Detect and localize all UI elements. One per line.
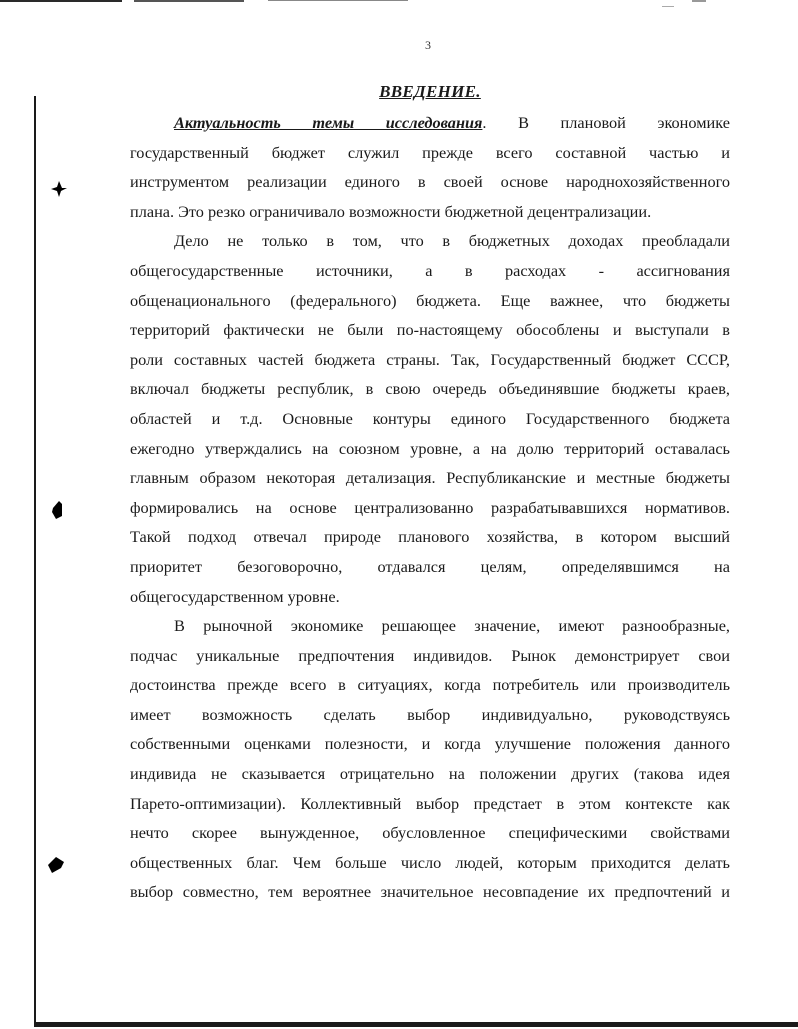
scan-artifact-top (662, 6, 674, 7)
paragraph-line: общественных благ. Чем больше число людей, которым приходится делать (130, 852, 730, 872)
paragraph-line: Парето-оптимизации). Коллективный выбор предстает в этом контексте как (130, 793, 730, 813)
paragraph-line: выбор совместно, тем вероятнее значительное несовпадение их предпочтений и (130, 882, 730, 902)
paragraph-line: плана. Это резко ограничивало возможности бюджетной децентрализации. (130, 201, 652, 221)
paragraph-line: областей и т.д. Основные контуры единого Государственного бюджета (130, 408, 730, 428)
paragraph-line: территорий фактически не были по-настоящему обособлены и выступали в (130, 320, 730, 340)
paragraph-line: собственными оценками полезности, и когда улучшение положения данного (130, 734, 730, 754)
topic-label: Актуальность темы исследования (174, 113, 483, 132)
page-number: 3 (425, 38, 431, 52)
scan-artifact-top (0, 0, 122, 2)
paragraph-line: Дело не только в том, что в бюджетных доходах преобладали (174, 231, 730, 251)
paragraph-line: включал бюджеты республик, в свою очередь объединявшие бюджеты краев, (130, 379, 730, 399)
scan-border-bottom (34, 1022, 798, 1027)
paragraph-line: В рыночной экономике решающее значение, имеют разнообразные, (174, 616, 730, 636)
document-body (130, 108, 730, 907)
paragraph-line: индивида не сказывается отрицательно на положении других (такова идея (130, 764, 730, 784)
paragraph-line: подчас уникальные предпочтения индивидов. Рынок демонстрирует свои (130, 645, 730, 665)
paragraph-line: формировались на основе централизованно разрабатывавшихся нормативов. (130, 497, 730, 517)
scan-artifact-top (268, 0, 408, 1)
scan-artifact-top (692, 0, 706, 2)
paragraph-line: достоинства прежде всего в ситуациях, когда потребитель или производитель (130, 675, 730, 695)
binding-hole-mark (50, 180, 68, 202)
paragraph-line: нечто скорее вынужденное, обусловленное специфическими свойствами (130, 823, 730, 843)
paragraph-line: общегосударственные источники, а в расходах - ассигнования (130, 260, 730, 280)
binding-hole-mark (46, 856, 66, 877)
paragraph-line: главным образом некоторая детализация. Республиканские и местные бюджеты (130, 468, 730, 488)
paragraph-line: Такой подход отвечал природе планового хозяйства, в котором высший (130, 527, 730, 547)
paragraph-line (130, 108, 730, 138)
paragraph-line: приоритет безоговорочно, отдавался целям, определявшимся на (130, 556, 730, 576)
scan-artifact-top (134, 0, 244, 2)
paragraph-line: государственный бюджет служил прежде всего составной частью и (130, 142, 730, 162)
paragraph-line: инструментом реализации единого в своей основе народнохозяйственного (130, 172, 730, 192)
paragraph-line: общенационального (федерального) бюджета. Еще важнее, что бюджеты (130, 290, 730, 310)
paragraph-line-text: . В плановой экономике (482, 113, 730, 132)
paragraph-line: роли составных частей бюджета страны. Так, Государственный бюджет СССР, (130, 349, 730, 369)
paragraph-line: общегосударственном уровне. (130, 586, 340, 606)
paragraph-line: ежегодно утверждались на союзном уровне, а на долю территорий оставалась (130, 438, 730, 458)
paragraph-line: имеет возможность сделать выбор индивидуально, руководствуясь (130, 704, 730, 724)
binding-hole-mark (50, 500, 64, 524)
scan-border-left (34, 96, 36, 1026)
page-heading: ВВЕДЕНИЕ. (379, 82, 481, 101)
